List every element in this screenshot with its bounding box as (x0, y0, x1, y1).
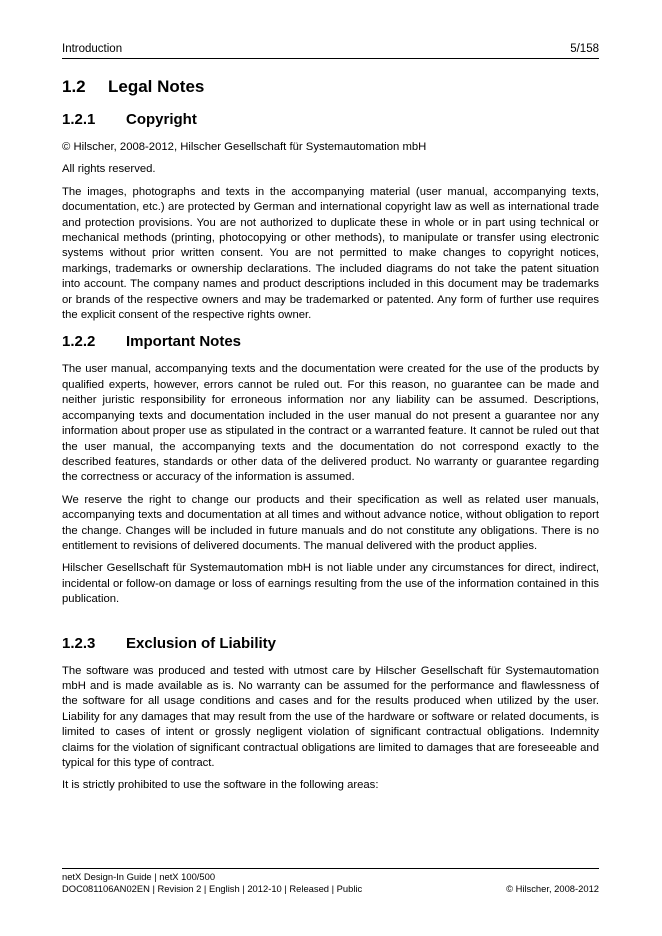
section-heading (62, 76, 599, 98)
copyright-heading (62, 110, 599, 130)
important-notes-number: 1.2.2 (62, 333, 96, 351)
section-title: Legal Notes (108, 77, 205, 96)
important-notes-title: Important Notes (126, 333, 242, 351)
important-notes-paragraph: The user manual, accompanying texts and the documentation were created for the use of the products by qualified experts, however, errors cannot be ruled out. For this reason, no guarantee can be made and neither juristic responsibility for erroneous information nor any liability can be assumed. Descriptions, accompanying texts and documentation included in the user manual do not present a guarantee nor any information about proper use as stipulated in the contract or a warranted feature. It cannot be ruled out that the user manual, the accompanying texts and the documentation do not correspond exactly to the described features, standards or other data of the delivered product. No warranty or guarantee regarding the correctness or accuracy of the information is assumed. (62, 363, 599, 484)
copyright-number: 1.2.1 (62, 111, 96, 128)
header-chapter: Introduction (62, 43, 123, 55)
liability-paragraph: The software was produced and tested with utmost care by Hilscher Gesellschaft für Systemautomation mbH and is made available as is. No warranty can be assumed for the performance and flawlessness of the software for all usage conditions and cases and for the results produced when utilized by the user. Liability for any damages that may result from the use of the hardware or software or related documents, is limited to cases of intent or grossly negligent violation of significant contractual obligations. Indemnity claims for the violation of significant contractual obligations are limited to damages that are foreseeable and typical for this type of contract. (62, 664, 599, 769)
copyright-paragraph: The images, photographs and texts in the accompanying material (user manual, accompanying texts, documentation, etc.) are protected by German and international copyright law as well as international trade and protection provisions. You are not authorized to duplicate these in whole or in part using technical or mechanical methods (printing, photocopying or other methods), to manipulate or transfer using electronic systems without prior written consent. You are not permitted to make changes to copyright notices, markings, trademarks or ownership declarations. The included diagrams do not take the patent situation into account. The company names and product descriptions included in this document may be trademarks or brands of the respective owners and may be trademarked or patented. Any form of further use requires the explicit consent of the respective rights owner. (62, 185, 599, 322)
liability-heading (62, 634, 599, 654)
copyright-paragraph: © Hilscher, 2008-2012, Hilscher Gesellschaft für Systemautomation mbH (62, 141, 427, 153)
liability-number: 1.2.3 (62, 634, 96, 652)
copyright-paragraph: All rights reserved. (62, 163, 156, 176)
important-notes-paragraph: Hilscher Gesellschaft für Systemautomation mbH is not liable under any circumstances for direct, indirect, incidental or follow-on damage or loss of earnings resulting from the use of the information contained in this publication. (62, 562, 599, 606)
section-number: 1.2 (62, 77, 86, 96)
footer-document-info: DOC081106AN02EN | Revision 2 | English | 2012-10 | Released | Public (62, 883, 363, 894)
content (62, 76, 599, 801)
page-footer (62, 868, 599, 895)
footer-copyright: © Hilscher, 2008-2012 (506, 883, 599, 894)
footer-title: netX Design-In Guide | netX 100/500 (62, 871, 216, 882)
liability-paragraph: It is strictly prohibited to use the software in the following areas: (62, 779, 379, 792)
header-page-number: 5/158 (570, 43, 599, 55)
page-header (62, 43, 599, 59)
copyright-title: Copyright (126, 111, 197, 128)
important-notes-paragraph: We reserve the right to change our products and their specification as well as related user manuals, accompanying texts and documentation at all times and without advance notice, without obligation to report the change. Changes will be included in future manuals and do not constitute any obligations. There is no entitlement to revisions of delivered documents. The manual delivered with the product applies. (62, 493, 599, 552)
liability-title: Exclusion of Liability (126, 634, 277, 652)
important-notes-heading (62, 332, 599, 352)
